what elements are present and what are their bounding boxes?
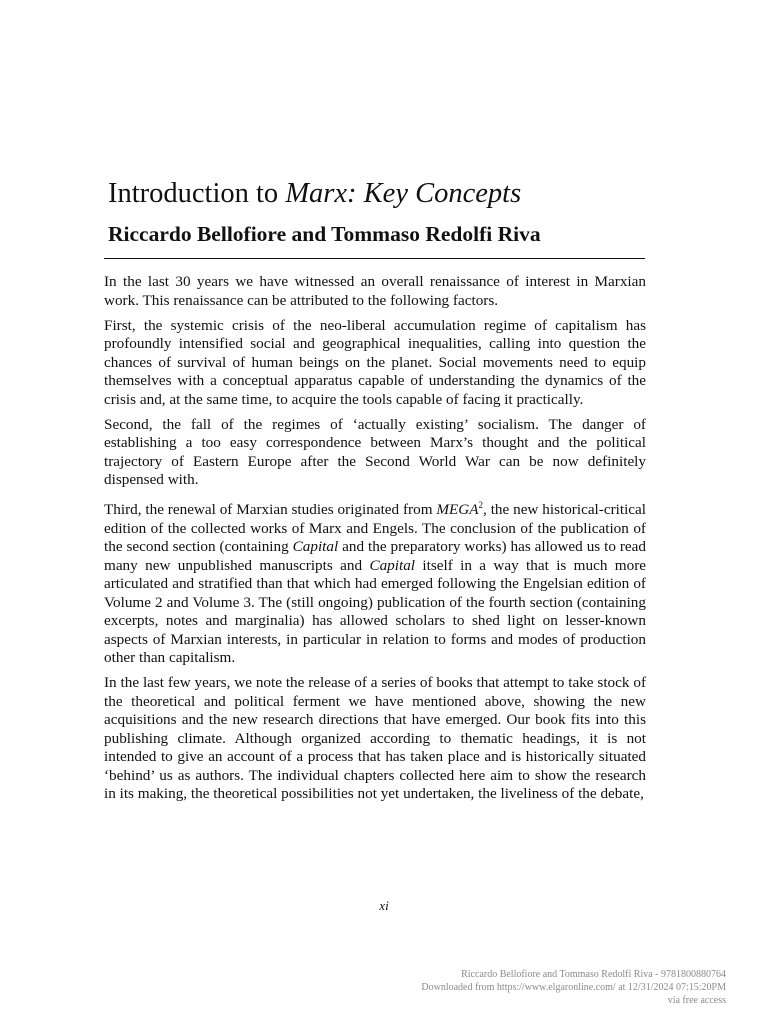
p4-part-a: Third, the renewal of Marxian studies originated from: [104, 501, 437, 519]
title-prefix: Introduction to: [108, 178, 286, 209]
footer-line-1: Riccardo Bellofiore and Tommaso Redolfi Riva - 9781800880764: [461, 969, 726, 980]
footer-line-3: via free access: [667, 995, 726, 1006]
chapter-authors: Riccardo Bellofiore and Tommaso Redolfi Riva: [108, 222, 541, 246]
page-number: xi: [379, 898, 389, 913]
capital-term-1: Capital: [292, 538, 339, 556]
footer-line-2: Downloaded from https://www.elgaronline.com/ at 12/31/2024 07:15:20PM: [421, 982, 726, 993]
mega-term: MEGA: [436, 501, 479, 519]
capital-term-2: Capital: [369, 556, 416, 574]
title-rule: [104, 258, 645, 259]
download-footer: [421, 968, 726, 1007]
paragraph-1: In the last 30 years we have witnessed an overall renaissance of interest in Marxian work. This renaissance can be attributed to the following factors.: [104, 273, 646, 309]
paragraph-2: First, the systemic crisis of the neo-liberal accumulation regime of capitalism has profoundly intensified social and geographical inequalities, calling into question the chances of survival of human beings on the planet. Social movements need to equip themselves with a conceptual apparatus capable of understanding the dynamics of the crisis and, at the same time, to acquire the tools capable of facing it practically.: [104, 316, 646, 408]
chapter-title: [108, 176, 521, 212]
paragraph-4: [104, 496, 646, 668]
p4-part-c: and the preparatory works) has allowed us to read many new unpublished manuscripts and: [104, 538, 646, 574]
body-text: [104, 273, 646, 810]
title-italic: Marx: Key Concepts: [285, 178, 522, 209]
p4-part-b: , the new historical-critical edition of the collected works of Marx and Engels. The conclusion of the publication of the second section (containing: [104, 501, 646, 556]
paragraph-3: Second, the fall of the regimes of ‘actually existing’ socialism. The danger of establishing a too easy correspondence between Marx’s thought and the political trajectory of Eastern Europe after the Second World War can be now definitely dispensed with.: [104, 415, 646, 488]
mega-superscript: 2: [478, 500, 484, 510]
paragraph-5: In the last few years, we note the release of a series of books that attempt to take stock of the theoretical and political ferment we have mentioned above, showing the new acquisitions and the new research directions that have emerged. Our book fits into this publishing climate. Although organized according to thematic headings, it is not intended to give an account of a process that has taken place and is historically situated ‘behind’ us as authors. The individual chapters collected here aim to show the research in its making, the theoretical possibilities not yet undertaken, the liveliness of the debate,: [104, 674, 646, 803]
p4-part-d: itself in a way that is much more articulated and stratified than that which had emerged following the Engelsian edition of Volume 2 and Volume 3. The (still ongoing) publication of the fourth section (containing excerpts, notes and marginalia) has allowed scholars to shed light on lesser-known aspects of Marxian interests, in particular in relation to forms and modes of production other than capitalism.: [104, 556, 646, 667]
